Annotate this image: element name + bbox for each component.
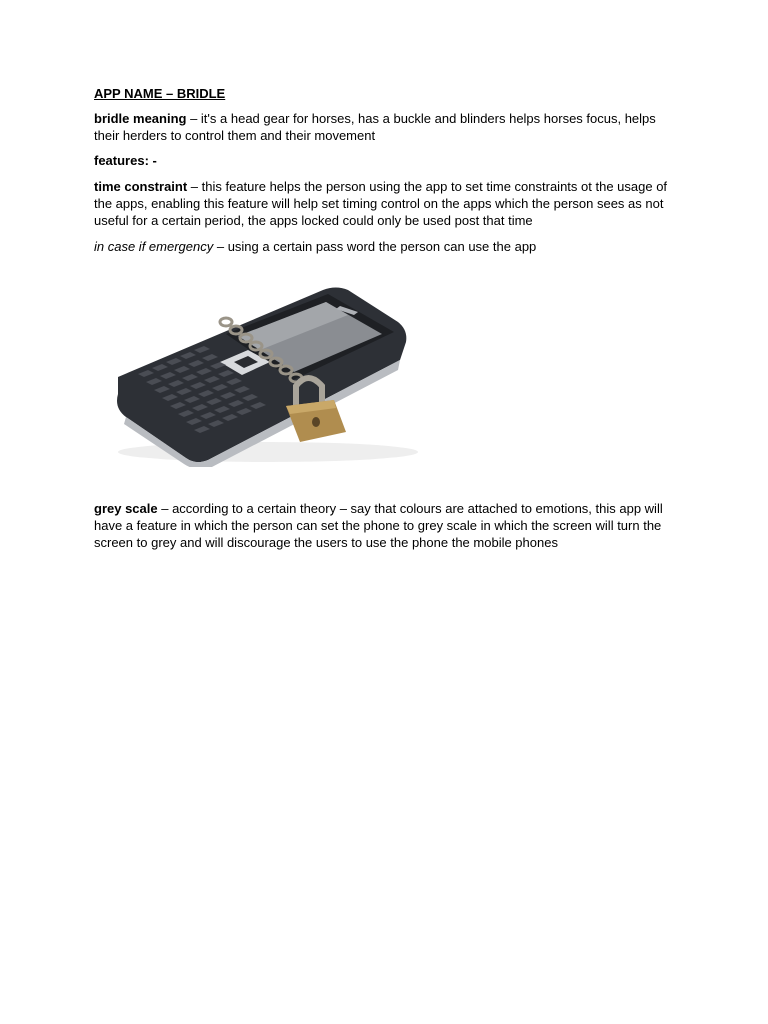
features-heading [94, 153, 678, 170]
document-body [94, 86, 678, 264]
emergency-paragraph [94, 239, 678, 256]
time-constraint-paragraph [94, 179, 678, 229]
bridle-meaning-text: – it's a head gear for horses, has a buckle and blinders helps horses focus, helps their herders to control them and their movement [94, 110, 656, 143]
grey-scale-paragraph [94, 501, 678, 551]
grey-scale-text: – according to a certain theory – say that colours are attached to emotions, this app will have a feature in which the person can set the phone to grey scale in which the screen will turn the screen to grey and will discourage the users to use the phone the mobile phones [94, 501, 663, 550]
grey-scale-term: grey scale [94, 501, 158, 516]
emergency-text: – using a certain pass word the person can use the app [213, 238, 537, 254]
time-constraint-text: – this feature helps the person using the app to set time constraints ot the usage of the apps, enabling this feature will help set timing control on the apps which the person sees as not useful for a certain period, the apps locked could only be used post that time [94, 179, 668, 228]
locked-phone-image [108, 282, 428, 467]
time-constraint-term: time constraint [94, 179, 188, 195]
bridle-meaning-term: bridle meaning [94, 110, 187, 126]
features-heading-text: features: - [94, 153, 157, 169]
app-name-title: APP NAME – BRIDLE [94, 86, 226, 101]
emergency-term: in case if emergency [94, 238, 214, 254]
bridle-meaning-paragraph [94, 111, 678, 145]
